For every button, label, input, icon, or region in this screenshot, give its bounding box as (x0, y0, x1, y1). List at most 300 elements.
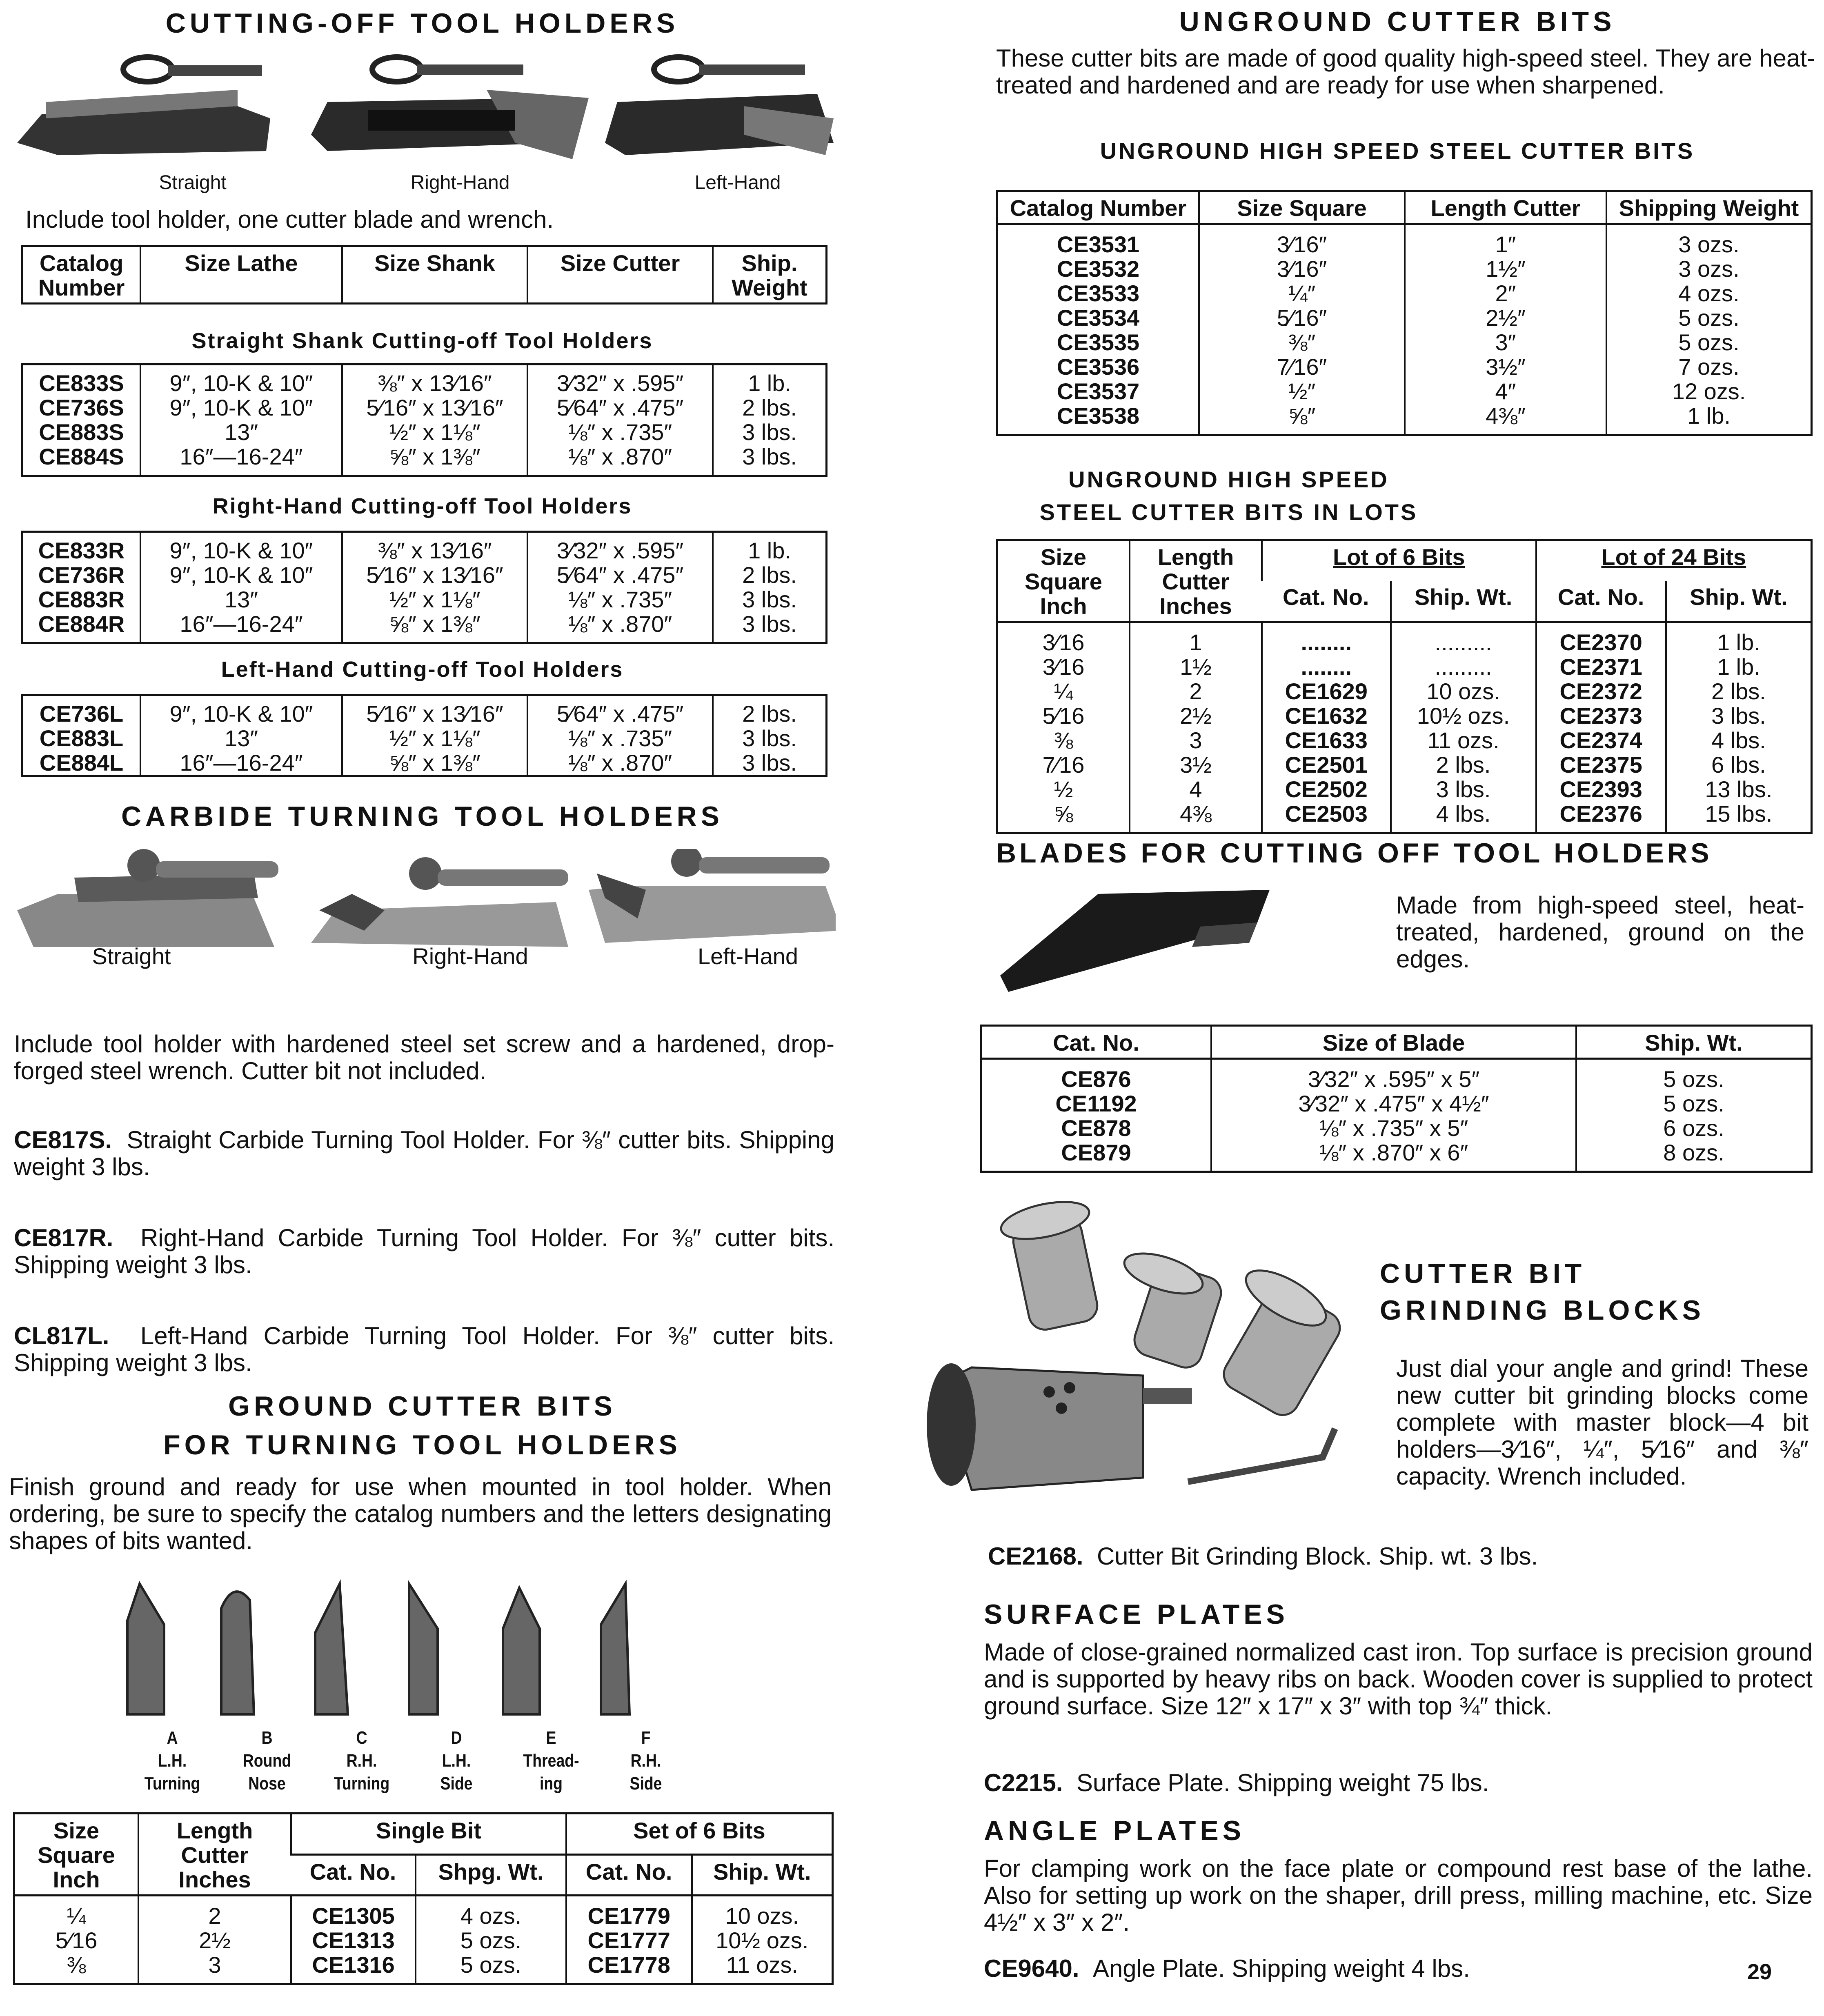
col-size-shank: Size Shank (342, 246, 527, 304)
table-cell: ......... (1391, 655, 1536, 679)
lots-title-2: STEEL CUTTER BITS IN LOTS (1039, 499, 1418, 525)
shape-letter: C (356, 1728, 367, 1748)
table-cell: ⅛″ x .735″ (527, 420, 713, 445)
table-cell: ⅜″ (1199, 330, 1405, 355)
table-cell: 1½″ (1405, 257, 1606, 281)
group-left-title: Left-Hand Cutting-off Tool Holders (221, 657, 624, 682)
table-cell: ½″ x 1⅛″ (342, 726, 527, 751)
table-cell: 9″, 10-K & 10″ (140, 563, 342, 587)
table-cell: 5 ozs. (416, 1928, 566, 1953)
table-cell: ⅜″ x 13⁄16″ (342, 532, 527, 563)
table-cell: 5⁄16″ (1199, 306, 1405, 330)
table-cell: ¼ (67, 1903, 86, 1929)
table-cell: CE884L (39, 750, 124, 776)
table-cell: 16″—16-24″ (140, 751, 342, 776)
table-cell: 3½″ (1405, 355, 1606, 379)
col-length-cutter: Length Cutter (1405, 191, 1606, 224)
table-cell: CE884S (39, 444, 124, 469)
col-shipping-weight: Shipping Weight (1606, 191, 1812, 224)
table-cell: 7⁄16 (1042, 752, 1085, 778)
carbide-title: CARBIDE TURNING TOOL HOLDERS (121, 801, 724, 832)
table-cell: 2 (1130, 679, 1262, 704)
carbide-item-ce817r (14, 1225, 834, 1278)
table-cell: 4″ (1405, 379, 1606, 404)
table-row (981, 1091, 1812, 1116)
table-cell: 12 ozs. (1606, 379, 1812, 404)
table-cell: 1 (1130, 622, 1262, 655)
col-lot6-cat: Cat. No. (1262, 581, 1391, 622)
table-cell: CE1777 (566, 1928, 692, 1953)
table-cell: 4 lbs. (1666, 728, 1812, 753)
table-cell: CE2503 (1262, 802, 1391, 833)
carbide-holders-photo (9, 849, 836, 951)
table-cell: 1 lb. (1666, 622, 1812, 655)
cutting-off-title: CUTTING-OFF TOOL HOLDERS (165, 8, 679, 39)
table-row (22, 563, 827, 587)
table-cell: 3⁄16 (1042, 629, 1085, 655)
table-cell: 5 ozs. (1576, 1059, 1812, 1092)
table-cell: ........ (1262, 655, 1391, 679)
unground-intro: These cutter bits are made of good quality high-speed steel. They are heat-treated and hardened and are ready for use when sharpened. (996, 44, 1815, 99)
table-cell: CE736R (38, 562, 125, 588)
shape-l2: ing (539, 1774, 563, 1794)
col-size-square-inch: Size Square Inch (14, 1814, 139, 1896)
table-row (997, 777, 1812, 802)
table-cell: 5 ozs. (416, 1953, 566, 1984)
col-set-ship: Ship. Wt. (692, 1854, 833, 1896)
table-cell: CE2502 (1262, 777, 1391, 802)
table-cell: 9″, 10-K & 10″ (140, 532, 342, 563)
caption-left-hand: Left-Hand (694, 172, 781, 193)
table-cell: CE1778 (566, 1953, 692, 1984)
bit-shape-label-e (513, 1727, 589, 1795)
lots-title-1: UNGROUND HIGH SPEED (1068, 467, 1389, 492)
table-cell: CE883S (39, 419, 124, 445)
table-cell: 16″—16-24″ (140, 445, 342, 476)
blades-title: BLADES FOR CUTTING OFF TOOL HOLDERS (996, 838, 1713, 869)
table-row (997, 404, 1812, 435)
col-size-square: Size Square (1199, 191, 1405, 224)
table-cell: ⅛″ x .870″ (527, 612, 713, 643)
table-cell: 3 ozs. (1606, 224, 1812, 257)
table-cell: 2 (138, 1896, 291, 1929)
table-cell: 5⁄16″ x 13⁄16″ (342, 396, 527, 420)
table-cell: CE736S (39, 395, 124, 420)
table-cell: 7 ozs. (1606, 355, 1812, 379)
bit-shape-label-d (418, 1727, 495, 1795)
shape-l2: Turning (144, 1774, 200, 1794)
table-cell: 8 ozs. (1576, 1140, 1812, 1172)
table-cell: 5⁄16″ x 13⁄16″ (342, 563, 527, 587)
table-row (14, 1928, 833, 1953)
table-cell: CE883L (39, 725, 124, 751)
table-cell: CE833S (39, 370, 124, 396)
table-cell: 1 lb. (713, 365, 827, 396)
table-row (981, 1116, 1812, 1140)
table-row (997, 306, 1812, 330)
table-cell: 7⁄16″ (1199, 355, 1405, 379)
table-cell: ½″ x 1⅛″ (342, 420, 527, 445)
table-cell: 16″—16-24″ (140, 612, 342, 643)
bit-shape-label-f (608, 1727, 684, 1795)
ground-bits-table (13, 1812, 834, 1985)
table-cell: 2 lbs. (1391, 753, 1536, 777)
caption-right-hand: Right-Hand (410, 172, 510, 193)
blades-table (980, 1025, 1813, 1173)
shape-letter: E (546, 1728, 556, 1748)
table-cell: 5 ozs. (1606, 306, 1812, 330)
col-ship-weight: Ship. Weight (713, 246, 827, 304)
table-cell: 3″ (1405, 330, 1606, 355)
table-cell: CE3536 (1057, 354, 1140, 380)
col-size-lathe: Size Lathe (140, 246, 342, 304)
col-lot-of-24: Lot of 24 Bits (1536, 540, 1812, 581)
table-cell: 6 lbs. (1666, 753, 1812, 777)
table-cell: CE1316 (291, 1953, 416, 1984)
bit-shape-label-c (324, 1727, 400, 1795)
cat-number: CE817S. (14, 1126, 112, 1154)
table-cell: 3⁄32″ x .595″ (527, 365, 713, 396)
table-row (981, 1059, 1812, 1092)
table-cell: 4 ozs. (1606, 281, 1812, 306)
ground-bits-intro: Finish ground and ready for use when mounted in tool holder. When ordering, be sure to specify the catalog numbers and the letters designating shapes of bits wanted. (9, 1473, 832, 1554)
grinding-desc: Just dial your angle and grind! These new cutter bit grinding blocks come complete with master block—4 bit holders—3⁄16″, ¼″, 5⁄16″ and ⅜″ capacity. Wrench included. (1396, 1355, 1808, 1490)
table-cell: 13″ (140, 726, 342, 751)
shape-l1: L.H. (158, 1751, 187, 1771)
unground-table (996, 190, 1813, 436)
table-cell: 5⁄16 (55, 1927, 98, 1953)
item-text: Surface Plate. Shipping weight 75 lbs. (1076, 1769, 1489, 1796)
carbide-item-ce817s (14, 1127, 834, 1180)
table-cell: 5⁄64″ x .475″ (527, 695, 713, 727)
shape-l1: R.H. (346, 1751, 377, 1771)
carbide-caption-right-hand: Right-Hand (412, 943, 528, 969)
table-cell: CE2374 (1536, 728, 1666, 753)
table-cell: ½ (1054, 776, 1073, 802)
table-row (22, 532, 827, 563)
table-row (997, 330, 1812, 355)
shape-l2: Side (440, 1774, 473, 1794)
table-cell: ⅝″ x 1⅜″ (342, 445, 527, 476)
cat-number: CL817L. (14, 1322, 109, 1349)
item-text: Cutter Bit Grinding Block. Ship. wt. 3 lbs. (1097, 1543, 1538, 1570)
table-cell: 5 ozs. (1606, 330, 1812, 355)
table-row (997, 281, 1812, 306)
table-cell: 1 lb. (713, 532, 827, 563)
table-cell: CE833R (38, 538, 125, 563)
table-cell: ¼ (1054, 678, 1073, 704)
table-cell: ⅛″ x .870″ x 6″ (1211, 1140, 1576, 1172)
col-ship-wt: Ship. Wt. (1576, 1026, 1812, 1059)
col-single-cat: Cat. No. (291, 1854, 416, 1896)
table-cell: CE3535 (1057, 329, 1140, 355)
group-straight-title: Straight Shank Cutting-off Tool Holders (191, 329, 653, 353)
surface-desc: Made of close-grained normalized cast iron. Top surface is precision ground and is supported by heavy ribs on back. Wooden cover is supplied to protect ground surface. Size 12″ x 17″ x 3″ with top ¾″ thick. (984, 1638, 1813, 1720)
bit-shape-labels (127, 1727, 740, 1800)
table-cell: CE3538 (1057, 403, 1140, 429)
table-cell: ⅛″ x .735″ x 5″ (1211, 1116, 1576, 1140)
col-single-bit: Single Bit (291, 1814, 566, 1855)
table-row (997, 655, 1812, 679)
table-cell: 1 lb. (1666, 655, 1812, 679)
table-cell: ⅛″ x .735″ (527, 726, 713, 751)
table-cell: CE1633 (1262, 728, 1391, 753)
cat-number: CE2168. (988, 1543, 1083, 1570)
table-cell: ⅝″ x 1⅜″ (342, 612, 527, 643)
shape-l1: R.H. (630, 1751, 661, 1771)
table-cell: CE883R (38, 587, 125, 612)
item-text: Left-Hand Carbide Turning Tool Holder. For ⅜″ cutter bits. Shipping weight 3 lbs. (14, 1322, 834, 1376)
col-lot24-cat: Cat. No. (1536, 581, 1666, 622)
table-cell: CE1192 (1055, 1091, 1137, 1116)
shape-letter: A (167, 1728, 178, 1748)
table-cell: 3 ozs. (1606, 257, 1812, 281)
table-cell: 2 lbs. (1666, 679, 1812, 704)
shape-l1: Round (242, 1751, 291, 1771)
table-row (997, 679, 1812, 704)
table-cell: 3 lbs. (713, 612, 827, 643)
col-set-cat: Cat. No. (566, 1854, 692, 1896)
col-lot24-ship: Ship. Wt. (1666, 581, 1812, 622)
shape-l2: Turning (334, 1774, 390, 1794)
table-cell: 9″, 10-K & 10″ (140, 695, 342, 727)
shape-letter: B (261, 1728, 273, 1748)
shape-l1: Thread- (523, 1751, 579, 1771)
table-cell: 13″ (140, 420, 342, 445)
table-cell: CE2393 (1536, 777, 1666, 802)
table-cell: 10 ozs. (1391, 679, 1536, 704)
table-cell: CE2373 (1536, 704, 1666, 728)
grinding-title-2: GRINDING BLOCKS (1380, 1295, 1705, 1326)
carbide-item-cl817l (14, 1323, 834, 1376)
table-cell: 3 lbs. (713, 726, 827, 751)
carbide-caption-straight: Straight (92, 943, 171, 969)
bit-shape-label-a (134, 1727, 211, 1795)
table-cell: CE3537 (1057, 378, 1140, 404)
table-cell: 3 lbs. (713, 587, 827, 612)
table-cell: 5 ozs. (1576, 1091, 1812, 1116)
table-cell: 6 ozs. (1576, 1116, 1812, 1140)
blades-desc: Made from high-speed steel, heat-treated, hardened, ground on the edges. (1396, 891, 1804, 973)
table-cell: 3 lbs. (1666, 704, 1812, 728)
table-cell: CE2371 (1536, 655, 1666, 679)
cutting-off-holders-photo (9, 53, 836, 159)
table-cell: ½″ x 1⅛″ (342, 587, 527, 612)
table-cell: 3½ (1130, 753, 1262, 777)
item-text: Angle Plate. Shipping weight 4 lbs. (1092, 1955, 1470, 1982)
straight-table (21, 363, 827, 477)
col-lot6-ship: Ship. Wt. (1391, 581, 1536, 622)
left-hand-table (21, 694, 827, 777)
unground-title: UNGROUND CUTTER BITS (1179, 6, 1616, 37)
table-cell: 4 ozs. (416, 1896, 566, 1929)
table-row (14, 1953, 833, 1984)
ground-bits-title-1: GROUND CUTTER BITS (228, 1391, 616, 1422)
table-cell: 3 (1130, 728, 1262, 753)
table-cell: 10½ ozs. (1391, 704, 1536, 728)
cat-number: C2215. (984, 1769, 1063, 1796)
table-cell: CE879 (1061, 1140, 1131, 1165)
table-cell: 3⁄32″ x .595″ (527, 532, 713, 563)
table-row (981, 1140, 1812, 1172)
table-cell: 3 lbs. (1391, 777, 1536, 802)
table-cell: 10½ ozs. (692, 1928, 833, 1953)
table-row (997, 728, 1812, 753)
table-cell: 11 ozs. (692, 1953, 833, 1984)
table-cell: 2½″ (1405, 306, 1606, 330)
table-cell: CE3531 (1057, 231, 1140, 257)
grinding-title-1: CUTTER BIT (1380, 1258, 1586, 1289)
right-hand-table (21, 531, 827, 644)
bit-shapes-photo (115, 1576, 670, 1723)
col-length-cutter-inches: Length Cutter Inches (1130, 540, 1262, 622)
col-cat-no: Cat. No. (981, 1026, 1212, 1059)
table-row (997, 802, 1812, 833)
item-text: Right-Hand Carbide Turning Tool Holder. For ⅜″ cutter bits. Shipping weight 3 lbs. (14, 1224, 834, 1278)
col-catalog-number: Catalog Number (997, 191, 1199, 224)
table-row (22, 587, 827, 612)
table-cell: ⅜″ x 13⁄16″ (342, 365, 527, 396)
table-row (22, 420, 827, 445)
table-cell: CE876 (1061, 1066, 1131, 1092)
table-cell: ......... (1391, 622, 1536, 655)
col-set-of-6: Set of 6 Bits (566, 1814, 833, 1855)
table-cell: 4 lbs. (1391, 802, 1536, 833)
table-row (22, 726, 827, 751)
table-cell: 4 (1130, 777, 1262, 802)
col-catalog-number: Catalog Number (38, 250, 125, 300)
table-row (22, 365, 827, 396)
table-row (22, 612, 827, 643)
table-cell: CE1632 (1262, 704, 1391, 728)
table-cell: ........ (1262, 622, 1391, 655)
table-cell: ⅝″ (1199, 404, 1405, 435)
table-cell: 4⅜ (1130, 802, 1262, 833)
table-cell: 2 lbs. (713, 695, 827, 727)
shape-l2: Side (630, 1774, 662, 1794)
cutting-off-header-table (21, 245, 827, 305)
table-cell: 10 ozs. (692, 1896, 833, 1929)
table-cell: CE2372 (1536, 679, 1666, 704)
table-cell: 13″ (140, 587, 342, 612)
lots-table (996, 539, 1813, 834)
table-cell: 5⁄64″ x .475″ (527, 563, 713, 587)
carbide-intro: Include tool holder with hardened steel set screw and a hardened, drop-forged steel wrench. Cutter bit not included. (14, 1030, 834, 1085)
table-cell: ⅛″ x .870″ (527, 445, 713, 476)
table-cell: ⅛″ x .870″ (527, 751, 713, 776)
caption-straight: Straight (159, 172, 227, 193)
table-cell: 5⁄64″ x .475″ (527, 396, 713, 420)
table-cell: 1½ (1130, 655, 1262, 679)
table-row (22, 695, 827, 727)
table-cell: 2½ (1130, 704, 1262, 728)
table-cell: CE3533 (1057, 280, 1140, 306)
col-size-cutter: Size Cutter (527, 246, 713, 304)
table-cell: CE878 (1061, 1115, 1131, 1141)
angle-item (984, 1955, 1470, 1982)
table-cell: 3⁄16″ (1199, 224, 1405, 257)
table-cell: CE2501 (1262, 753, 1391, 777)
table-cell: ⅜ (1054, 727, 1073, 753)
grinding-blocks-photo (914, 1196, 1384, 1523)
table-cell: ⅛″ x .735″ (527, 587, 713, 612)
table-cell: 2 lbs. (713, 396, 827, 420)
col-size-of-blade: Size of Blade (1211, 1026, 1576, 1059)
unground-table-title: UNGROUND HIGH SPEED STEEL CUTTER BITS (1100, 138, 1695, 164)
table-cell: 1 lb. (1606, 404, 1812, 435)
table-cell: 5⁄16 (1042, 703, 1085, 729)
table-cell: 2″ (1405, 281, 1606, 306)
table-cell: CE1305 (291, 1896, 416, 1929)
cat-number: CE817R. (14, 1224, 113, 1251)
angle-desc: For clamping work on the face plate or compound rest base of the lathe. Also for setting up work on the shaper, drill press, milling machine, etc. Size 4½″ x 3″ x 2″. (984, 1855, 1813, 1936)
table-row (997, 224, 1812, 257)
table-row (22, 445, 827, 476)
table-cell: ⅝ (1054, 801, 1073, 827)
table-cell: 3 lbs. (713, 445, 827, 476)
table-cell: 3⁄16″ (1199, 257, 1405, 281)
table-cell: CE2375 (1536, 753, 1666, 777)
table-row (22, 396, 827, 420)
table-cell: 3⁄32″ x .475″ x 4½″ (1211, 1091, 1576, 1116)
table-row (997, 379, 1812, 404)
table-cell: CE884R (38, 611, 125, 637)
table-row (997, 622, 1812, 655)
cutting-off-note: Include tool holder, one cutter blade and wrench. (25, 206, 554, 233)
table-cell: 5⁄16″ x 13⁄16″ (342, 695, 527, 727)
table-cell: 3 lbs. (713, 751, 827, 776)
table-cell: 4⅜″ (1405, 404, 1606, 435)
table-cell: 3 lbs. (713, 420, 827, 445)
table-cell: CE736L (39, 701, 124, 727)
shape-letter: D (451, 1728, 462, 1748)
col-lot-of-6: Lot of 6 Bits (1262, 540, 1536, 581)
surface-title: SURFACE PLATES (984, 1599, 1289, 1630)
angle-title: ANGLE PLATES (984, 1815, 1246, 1846)
table-cell: CE1779 (566, 1896, 692, 1929)
surface-item (984, 1769, 1489, 1796)
cat-number: CE9640. (984, 1955, 1079, 1982)
shape-letter: F (641, 1728, 651, 1748)
table-row (997, 704, 1812, 728)
page-number: 29 (1747, 1960, 1772, 1984)
col-single-shpg: Shpg. Wt. (416, 1854, 566, 1896)
table-cell: 9″, 10-K & 10″ (140, 365, 342, 396)
carbide-caption-left-hand: Left-Hand (698, 943, 798, 969)
table-cell: CE1629 (1262, 679, 1391, 704)
item-text: Straight Carbide Turning Tool Holder. For ⅜″ cutter bits. Shipping weight 3 lbs. (14, 1126, 835, 1180)
table-cell: CE3532 (1057, 256, 1140, 282)
table-cell: 1″ (1405, 224, 1606, 257)
ground-bits-title-2: FOR TURNING TOOL HOLDERS (163, 1429, 681, 1460)
table-cell: CE2376 (1536, 802, 1666, 833)
group-right-title: Right-Hand Cutting-off Tool Holders (212, 494, 632, 518)
table-cell: 11 ozs. (1391, 728, 1536, 753)
table-cell: ⅜ (67, 1952, 86, 1978)
table-cell: 3⁄16 (1042, 654, 1085, 680)
table-cell: CE3534 (1057, 305, 1140, 331)
shape-l1: L.H. (442, 1751, 471, 1771)
table-cell: 3⁄32″ x .595″ x 5″ (1211, 1059, 1576, 1092)
table-row (997, 257, 1812, 281)
table-cell: 2½ (138, 1928, 291, 1953)
table-cell: ½″ (1199, 379, 1405, 404)
table-cell: CE1313 (291, 1928, 416, 1953)
table-row (14, 1896, 833, 1929)
table-cell: CE2370 (1536, 622, 1666, 655)
table-cell: 9″, 10-K & 10″ (140, 396, 342, 420)
table-row (22, 751, 827, 776)
